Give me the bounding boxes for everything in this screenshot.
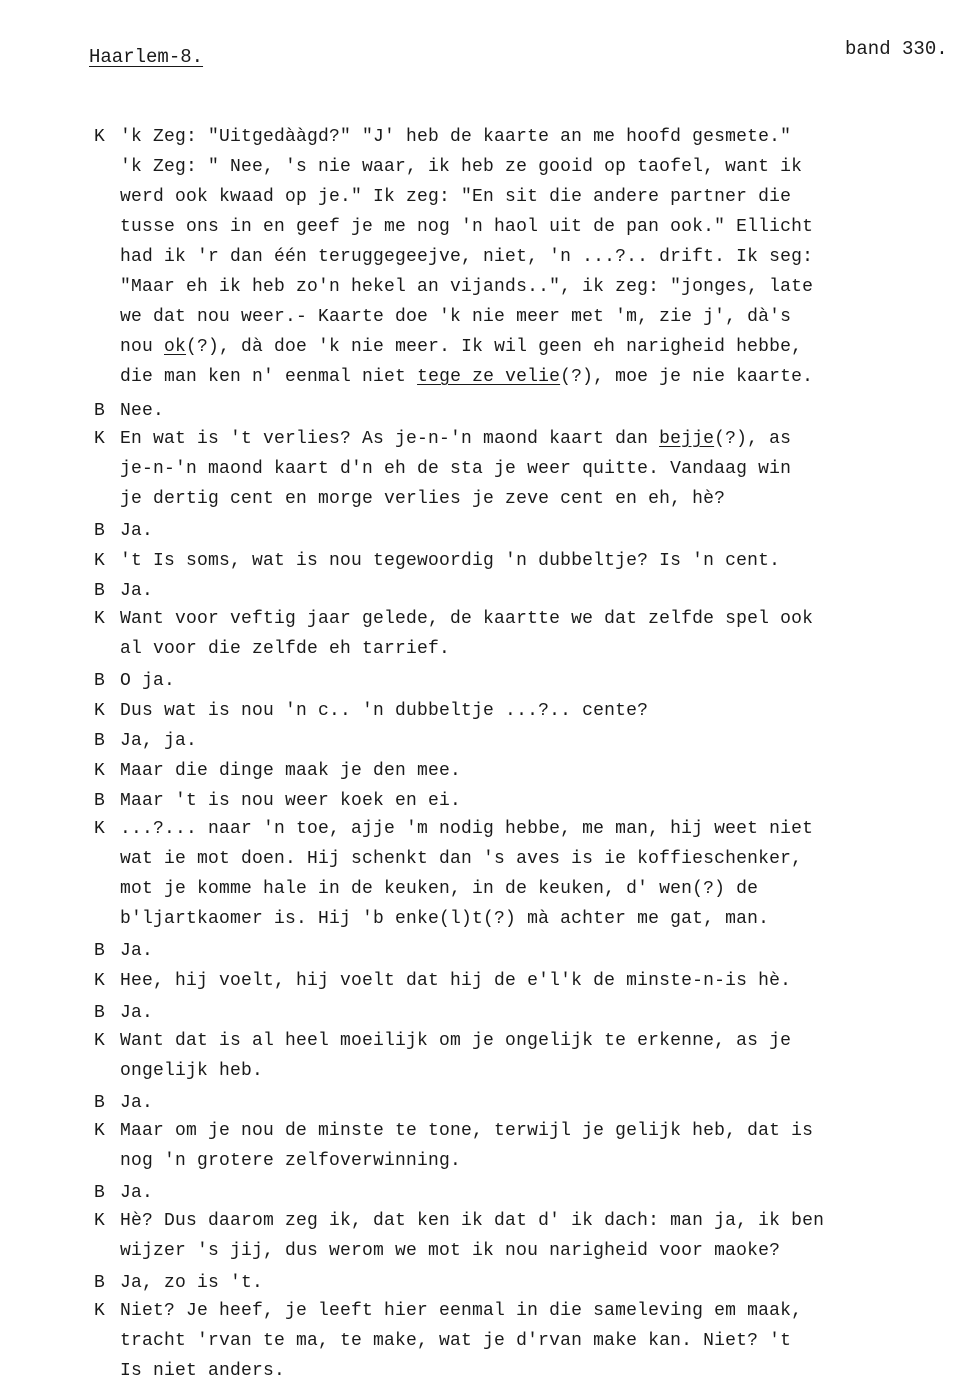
speaker-label: K <box>94 609 105 629</box>
transcript-line: 'k Zeg: " Nee, 's nie waar, ik heb ze gooid op taofel, want ik <box>120 157 803 177</box>
transcript-line: Niet? Je heef, je leeft hier eenmal in die sameleving em maak, <box>120 1301 803 1321</box>
transcript-line: Is niet anders. <box>120 1361 286 1381</box>
transcript-line: Nee. <box>120 401 165 421</box>
speaker-label: B <box>94 731 105 751</box>
speaker-label: K <box>94 971 105 991</box>
speaker-label: B <box>94 1273 105 1293</box>
transcript-line: Ja, zo is 't. <box>120 1273 264 1293</box>
document-title: Haarlem-8. <box>89 46 204 68</box>
transcript-line: had ik 'r dan één teruggegeejve, niet, 'n ...?.. drift. Ik seg: <box>120 247 814 267</box>
speaker-label: K <box>94 1301 105 1321</box>
transcript-line: Maar om je nou de minste te tone, terwijl je gelijk heb, dat is <box>120 1121 814 1141</box>
speaker-label: B <box>94 1183 105 1203</box>
transcript-line: we dat nou weer.- Kaarte doe 'k nie meer met 'm, zie j', dà's <box>120 307 792 327</box>
speaker-label: B <box>94 1003 105 1023</box>
speaker-label: B <box>94 521 105 541</box>
transcript-line: mot je komme hale in de keuken, in de keuken, d' wen(?) de <box>120 879 759 899</box>
speaker-label: B <box>94 671 105 691</box>
transcript-line: Ja. <box>120 941 154 961</box>
transcript-line: je-n-'n maond kaart d'n eh de sta je weer quitte. Vandaag win <box>120 459 792 479</box>
transcript-line: tracht 'rvan te ma, te make, wat je d'rvan make kan. Niet? 't <box>120 1331 792 1351</box>
transcript-line: Ja, ja. <box>120 731 198 751</box>
transcript-line: Ja. <box>120 581 154 601</box>
transcript-line: al voor die zelfde eh tarrief. <box>120 639 451 659</box>
transcript-line: Dus wat is nou 'n c.. 'n dubbeltje ...?.. cente? <box>120 701 649 721</box>
speaker-label: K <box>94 1121 105 1141</box>
speaker-label: K <box>94 761 105 781</box>
transcript-line: werd ook kwaad op je." Ik zeg: "En sit die andere partner die <box>120 187 792 207</box>
transcript-line: O ja. <box>120 671 176 691</box>
speaker-label: K <box>94 127 105 147</box>
speaker-label: B <box>94 401 105 421</box>
transcript-line: Ja. <box>120 1003 154 1023</box>
transcript-line: Maar die dinge maak je den mee. <box>120 761 462 781</box>
speaker-label: B <box>94 1093 105 1113</box>
transcript-line: tusse ons in en geef je me nog 'n haol uit de pan ook." Ellicht <box>120 217 814 237</box>
transcript-line: nog 'n grotere zelfoverwinning. <box>120 1151 462 1171</box>
speaker-label: K <box>94 819 105 839</box>
transcript-line: ...?... naar 'n toe, ajje 'm nodig hebbe, me man, hij weet niet <box>120 819 814 839</box>
transcript-line: je dertig cent en morge verlies je zeve cent en eh, hè? <box>120 489 726 509</box>
transcript-line: wijzer 's jij, dus werom we mot ik nou narigheid voor maoke? <box>120 1241 781 1261</box>
speaker-label: K <box>94 701 105 721</box>
transcript-line: die man ken n' eenmal niet tege ze velie(?), moe je nie kaarte. <box>120 367 814 387</box>
transcript-line: "Maar eh ik heb zo'n hekel an vijands..", ik zeg: "jonges, late <box>120 277 814 297</box>
transcript-line: Want dat is al heel moeilijk om je ongelijk te erkenne, as je <box>120 1031 792 1051</box>
transcript-line: En wat is 't verlies? As je-n-'n maond kaart dan bejje(?), as <box>120 429 792 449</box>
transcript-line: 't Is soms, wat is nou tegewoordig 'n dubbeltje? Is 'n cent. <box>120 551 781 571</box>
transcript-line: wat ie mot doen. Hij schenkt dan 's aves is ie koffieschenker, <box>120 849 803 869</box>
transcript-line: 'k Zeg: "Uitgedààgd?" "J' heb de kaarte an me hoofd gesmete." <box>120 127 792 147</box>
speaker-label: B <box>94 581 105 601</box>
speaker-label: K <box>94 429 105 449</box>
transcript-line: Want voor veftig jaar gelede, de kaartte we dat zelfde spel ook <box>120 609 814 629</box>
transcript-line: Ja. <box>120 1093 154 1113</box>
speaker-label: K <box>94 1031 105 1051</box>
transcript-line: b'ljartkaomer is. Hij 'b enke(l)t(?) mà achter me gat, man. <box>120 909 770 929</box>
transcript-line: Hee, hij voelt, hij voelt dat hij de e'l'k de minste-n-is hè. <box>120 971 792 991</box>
band-number: band 330. <box>845 38 948 60</box>
speaker-label: B <box>94 791 105 811</box>
transcript-line: nou ok(?), dà doe 'k nie meer. Ik wil geen eh narigheid hebbe, <box>120 337 803 357</box>
transcript-line: Ja. <box>120 521 154 541</box>
speaker-label: B <box>94 941 105 961</box>
speaker-label: K <box>94 1211 105 1231</box>
transcript-line: Hè? Dus daarom zeg ik, dat ken ik dat d' ik dach: man ja, ik ben <box>120 1211 825 1231</box>
transcript-line: ongelijk heb. <box>120 1061 264 1081</box>
transcript-line: Ja. <box>120 1183 154 1203</box>
speaker-label: K <box>94 551 105 571</box>
transcript-line: Maar 't is nou weer koek en ei. <box>120 791 462 811</box>
